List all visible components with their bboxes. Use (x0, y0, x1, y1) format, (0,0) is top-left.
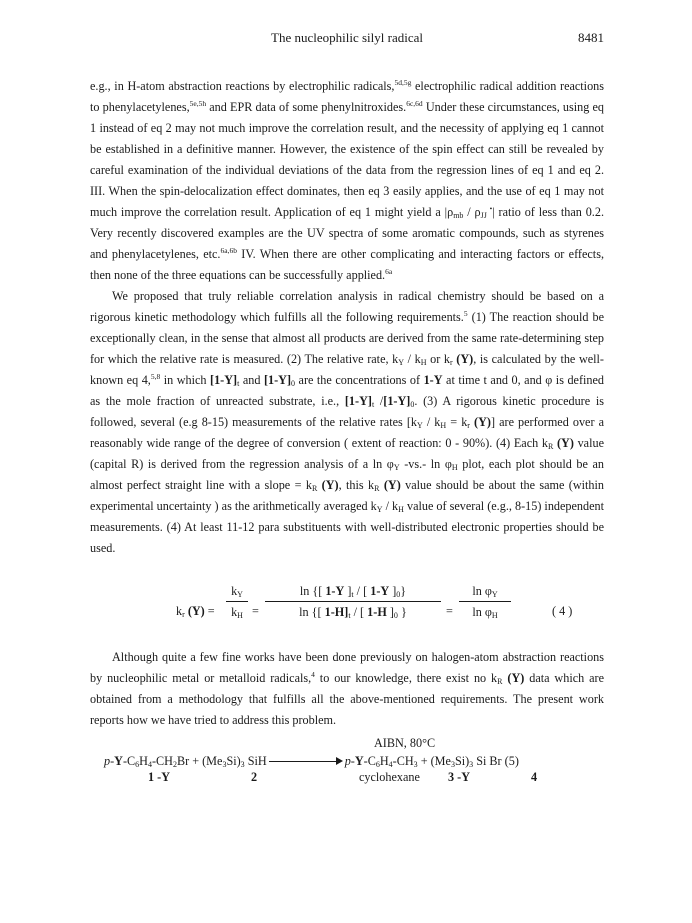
bold-text: (Y) (502, 671, 525, 685)
text: H (139, 754, 148, 768)
text: ] are performed over a reasonably wide range of the degree of conversion ( extent of reaction: 0 - 90%). (4) Each k (90, 415, 605, 450)
fraction-bar (459, 601, 511, 602)
text: ln φ (472, 605, 492, 619)
text: value of several (e.g., 8-15) independent measurements. (4) At least 11-12 para substituents with well-distributed electronic properties should be used. (90, 499, 604, 555)
body-text (90, 76, 604, 793)
citation: 6a (385, 267, 393, 276)
fraction-numerator (459, 582, 511, 600)
fraction-bar (226, 601, 248, 602)
eq4-fraction-k (226, 582, 248, 621)
eq4-fraction-ln-phi (459, 582, 511, 621)
subscript: r (467, 421, 470, 430)
text: } (400, 584, 407, 598)
subscript: 3 (413, 760, 418, 769)
reaction-conditions-top: AIBN, 80°C (374, 736, 436, 750)
bold-text: Y (114, 754, 123, 768)
text: -C (363, 754, 376, 768)
text: + (Me (417, 754, 451, 768)
text: / [ (350, 605, 368, 619)
text: -C (122, 754, 136, 768)
text: and EPR data of some phenylnitroxides. (206, 100, 407, 114)
subscript: 4 (147, 760, 152, 769)
text: Br (176, 754, 190, 768)
subscript: H (451, 463, 458, 472)
text: . (3) A rigorous kinetic procedure is followed, several (e.g 8-15) measurements of the relative rates [k (90, 394, 604, 429)
subscript: 4 (388, 760, 393, 769)
subscript: H (420, 358, 427, 367)
text: electrophilic radical addition reactions to phenylacetylenes, (90, 79, 604, 114)
text: } (397, 605, 407, 619)
bold-text: [1-Y] (210, 373, 238, 387)
text: - (110, 754, 115, 768)
text: ratio of less than 0.2. Very recently discovered examples are the UV spectra of some aromatic compounds, such as styrenes and phenylacetylenes, etc. (90, 205, 604, 261)
fraction-numerator (226, 582, 248, 600)
text: Si) (226, 754, 241, 768)
abs-bar: | (444, 205, 448, 219)
bold-text: Y (354, 754, 364, 768)
text: ln {[ (299, 584, 326, 598)
rho-symbol: ρ (474, 205, 481, 219)
subscript: JJ (480, 211, 487, 220)
text: SiH (244, 754, 267, 768)
page-number: 8481 (578, 30, 604, 45)
equals-sign: = (252, 604, 259, 618)
bold-text: [1-Y] (263, 373, 292, 387)
text: ln φ (472, 584, 492, 598)
bold-text: (Y) (317, 478, 339, 492)
eq4-lhs-k: k (176, 604, 183, 618)
fraction-denominator (459, 603, 511, 621)
fraction-bar (265, 601, 441, 602)
citation: 5,8 (150, 372, 161, 381)
subscript: t (371, 400, 375, 409)
subscript: H (237, 611, 243, 620)
compound-label-4: 4 (531, 770, 538, 784)
running-header (90, 30, 604, 50)
text: / k (382, 499, 399, 513)
subscript: 0 (396, 590, 401, 599)
text: / (463, 205, 475, 219)
subscript: 6 (375, 760, 380, 769)
text: We proposed that truly reliable correlation analysis in radical chemistry should be based on a rigorous kinetic methodology which fulfills all the following requirements. (90, 289, 604, 324)
text: value (capital R) is derived from the regression analysis of a ln φ (90, 436, 604, 471)
text: / (374, 394, 384, 408)
subscript: Y (416, 421, 423, 430)
text: Si Br (473, 754, 502, 768)
text: , is calculated by the well-known eq 4, (90, 352, 604, 387)
text: value should be about the same (within experimental uncertainty ) as the arithmetically averaged k (90, 478, 604, 513)
subscript: t (351, 590, 354, 599)
subscript: r (450, 358, 453, 367)
equation-number: ( 4 ) (552, 604, 573, 618)
spacer (90, 559, 604, 575)
paragraph-2 (90, 286, 604, 559)
equals-sign: = (446, 604, 453, 618)
subscript: mb (453, 211, 464, 220)
subscript: Y (398, 358, 405, 367)
eq4-lhs-eq: = (204, 604, 215, 618)
subscript: H (440, 421, 447, 430)
citation: 6a,6b (220, 246, 237, 255)
text: Under these circumstances, using eq 1 instead of eq 2 may not much improve the correlation result, and the necessity of applying eq 1 cannot be established in a definitive manner. However, the existence of the spin effect can still be revealed by careful examination of the individual deviations of the data from the regression lines of eq 1 and eq 2. III. When the spin-delocalization effect dominates, then eq 3 easily applies, and the use of eq 1 may not much improve the correlation result. Application of eq 1 might yield a (90, 100, 605, 219)
text: ln {[ (299, 605, 325, 619)
bold-text: (Y) (553, 436, 574, 450)
bold-text: [1-Y] (383, 394, 411, 408)
italic-text: p (104, 754, 111, 768)
subscript: R (497, 677, 503, 686)
italic-text: p (344, 754, 351, 768)
bold-text: 1-Y (370, 584, 390, 598)
reaction-arrow (269, 757, 343, 767)
eq4-fraction-ln-concentration (265, 582, 441, 621)
paragraph-3 (90, 647, 604, 731)
subscript: 6 (135, 760, 140, 769)
subscript: R (311, 484, 318, 493)
citation: 5d,5g (394, 78, 412, 87)
text: , this k (338, 478, 375, 492)
subscript: R (547, 442, 554, 451)
text: ] (389, 584, 397, 598)
bold-text: 1-H (367, 605, 387, 619)
fraction-denominator (226, 603, 248, 621)
bold-text: [1-Y] (344, 394, 372, 408)
bold-text: (Y) (469, 415, 491, 429)
subscript: Y (491, 590, 498, 599)
eq4-lhs (176, 601, 215, 622)
text: -vs.- ln φ (399, 457, 452, 471)
text: H (379, 754, 389, 768)
text: / k (404, 352, 421, 366)
bold-text: 1-Y (325, 584, 345, 598)
reaction-conditions-bottom: cyclohexane (359, 770, 420, 784)
text: - (350, 754, 355, 768)
fraction-denominator (265, 603, 441, 621)
citation: 5 (463, 309, 468, 318)
text: (1) The reaction should be exceptionally clean, in the sense that almost all products are derived from the same rate-determining step for which the relative rate is measured. (2) The relative rate, k (90, 310, 604, 366)
text: -CH (392, 754, 414, 768)
text: IV. When there are other complicating and interacting factors or effects, then none of the three equations can be successfully applied. (90, 247, 604, 282)
text: Si) (454, 754, 470, 768)
subscript: Y (237, 590, 243, 599)
citation: 6c,6d (406, 99, 423, 108)
subscript: H (398, 505, 404, 514)
text: / k (422, 415, 441, 429)
equation-4 (90, 581, 604, 637)
text: ] (386, 605, 394, 619)
subscript: t (237, 379, 240, 388)
compound-label-2: 2 (251, 770, 258, 784)
text: in which (160, 373, 211, 387)
subscript: 3 (450, 760, 455, 769)
subscript: Y (376, 505, 383, 514)
paragraph-1 (90, 76, 604, 286)
subscript: 0 (410, 400, 415, 409)
bold-text: 1-H] (324, 605, 349, 619)
subscript: 3 (222, 760, 227, 769)
text: or k (426, 352, 450, 366)
rho-symbol: ρ (447, 205, 454, 219)
text: at time t and 0, and φ is defined as the mole fraction of unreacted substrate, i.e., (90, 373, 604, 408)
subscript: H (491, 611, 498, 620)
subscript: 3 (240, 760, 245, 769)
fraction-numerator (265, 582, 441, 600)
subscript: 0 (393, 611, 398, 620)
radical-dot: • (486, 204, 493, 213)
subscript: Y (393, 463, 400, 472)
compound-label-3: 3 -Y (448, 770, 471, 784)
citation: 4 (311, 670, 315, 679)
bold-text: (Y) (379, 478, 401, 492)
text: -CH (151, 754, 173, 768)
eq4-lhs-y: (Y) (184, 604, 205, 618)
text: + (Me (189, 754, 223, 768)
text: / [ (353, 584, 371, 598)
abs-bar: | (492, 205, 495, 219)
text: and (239, 373, 264, 387)
subscript: r (182, 610, 185, 619)
text: k (231, 605, 238, 619)
text: = k (446, 415, 468, 429)
citation: 5e,5h (189, 99, 207, 108)
text: k (231, 584, 238, 598)
subscript: 2 (172, 760, 177, 769)
text: plot, each plot should be an almost perfect straight line with a slope = k (90, 457, 604, 492)
subscript: 3 (469, 760, 474, 769)
equation-5 (90, 733, 604, 793)
subscript: 0 (291, 379, 296, 388)
text: are the concentrations of (295, 373, 424, 387)
compound-label-1: 1 -Y (148, 770, 171, 784)
text: data which are obtained from a methodology that fulfills all the above-mentioned requirements. The present work reports how we have tried to address this problem. (90, 671, 605, 727)
subscript: t (348, 611, 351, 620)
text: ] (344, 584, 352, 598)
running-title: The nucleophilic silyl radical (271, 30, 423, 45)
bold-text: 1-Y (423, 373, 443, 387)
bold-text: (Y) (452, 352, 474, 366)
text: e.g., in H-atom abstraction reactions by electrophilic radicals, (90, 79, 395, 93)
text: to our knowledge, there exist no k (314, 671, 498, 685)
text: Although quite a few fine works have been done previously on halogen-atom abstraction reactions by nucleophilic metal or metalloid radicals, (90, 650, 604, 685)
equation-number: (5) (501, 754, 519, 768)
subscript: R (374, 484, 380, 493)
